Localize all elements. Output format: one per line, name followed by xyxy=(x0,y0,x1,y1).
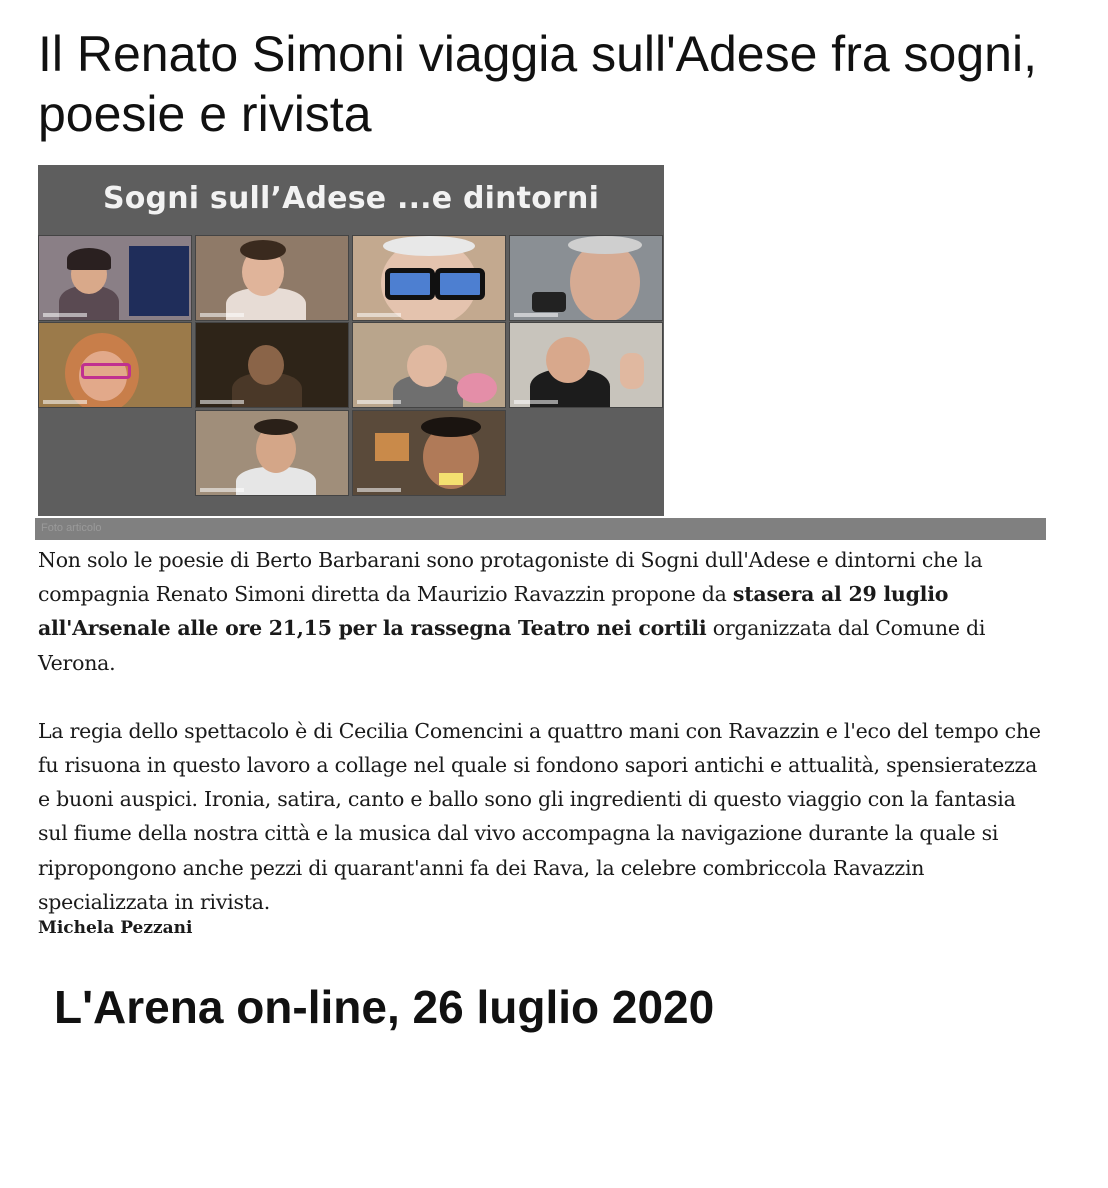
article-paragraph xyxy=(38,543,1048,680)
video-tile xyxy=(195,235,349,321)
video-tile xyxy=(38,322,192,408)
video-tile xyxy=(195,410,349,496)
video-tile xyxy=(509,322,663,408)
photo-title: Sogni sull’Adese ...e dintorni xyxy=(102,181,600,216)
headline: Il Renato Simoni viaggia sull'Adese fra sogni, poesie e rivista xyxy=(38,26,1037,142)
video-tile xyxy=(352,235,506,321)
video-tile xyxy=(352,410,506,496)
photo-caption-bar xyxy=(35,518,1046,540)
paragraph-text: Non solo le poesie di Berto Barbarani sono protagoniste di Sogni dull'Adese e dintorni che la compagnia Renato Simoni diretta da Maurizio Ravazzin propone da xyxy=(38,548,983,607)
paragraph-text: organizzata dal Comune di Verona. xyxy=(38,616,986,675)
byline: Michela Pezzani xyxy=(38,918,193,938)
article-body xyxy=(38,543,1048,919)
article-photo xyxy=(38,165,664,516)
video-tile xyxy=(352,322,506,408)
video-tile xyxy=(38,235,192,321)
paragraph-bold-text: stasera al 29 luglio all'Arsenale alle ore 21,15 per la rassegna Teatro nei cortili xyxy=(38,582,949,641)
video-tile xyxy=(509,235,663,321)
source-line: L'Arena on-line, 26 luglio 2020 xyxy=(54,981,715,1033)
video-tile xyxy=(195,322,349,408)
article-paragraph: La regia dello spettacolo è di Cecilia Comencini a quattro mani con Ravazzin e l'eco del tempo che fu risuona in questo lavoro a collage nel quale si fondono sapori antichi e attualità, spensieratezza e buoni auspici. Ironia, satira, canto e ballo sono gli ingredienti di questo viaggio con la fantasia sul fiume della nostra città e la musica dal vivo accompagna la navigazione durante la quale si ripropongono anche pezzi di quarant'anni fa dei Rava, la celebre combriccola Ravazzin specializzata in rivista. xyxy=(38,718,1041,914)
photo-caption: Foto articolo xyxy=(41,522,102,534)
